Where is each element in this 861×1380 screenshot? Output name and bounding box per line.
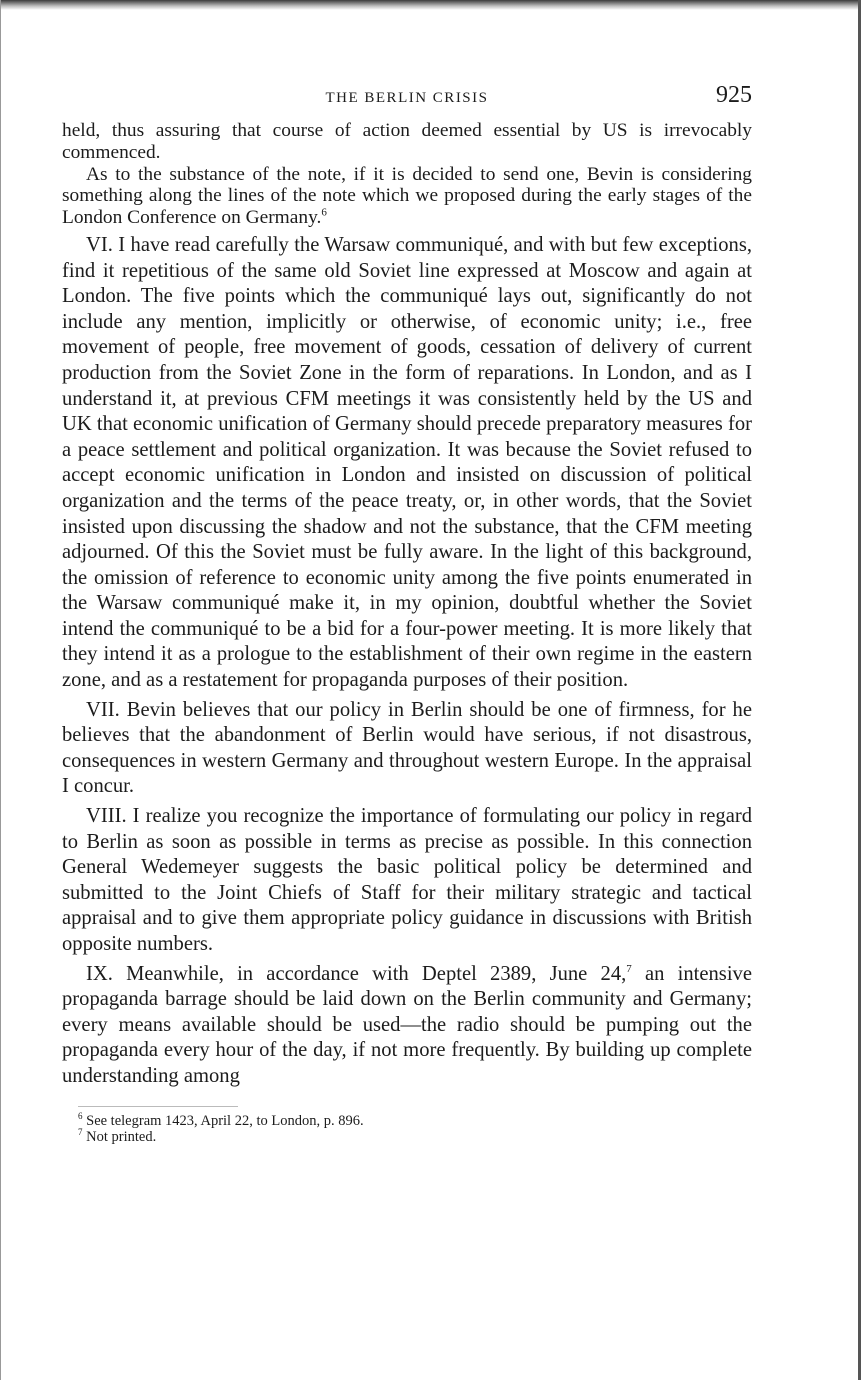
body-text — [62, 120, 752, 1090]
running-head — [62, 80, 752, 120]
paragraph-text: an intensive propaganda barrage should be laid down on the Berlin community and Germany; every means available should be used—the radio should be pumping out the propaganda every hour of the day, if not more frequently. By building up complete understanding among — [62, 962, 752, 1087]
footnote-marker: 6 — [78, 1110, 83, 1121]
footnote-divider — [78, 1106, 238, 1107]
paragraph-section-vii: VII. Bevin believes that our policy in Berlin should be one of firmness, for he believes that the abandonment of Berlin would have serious, if not disastrous, consequences in western Germany and throughout western Europe. In the appraisal I concur. — [62, 698, 752, 798]
footnote-marker: 7 — [78, 1126, 83, 1137]
paragraph-section-ix — [62, 962, 752, 1090]
page-number: 925 — [716, 82, 752, 108]
running-title: THE BERLIN CRISIS — [325, 90, 489, 106]
footnotes — [62, 1110, 752, 1145]
paragraph-section-vi: VI. I have read carefully the Warsaw communiqué, and with but few exceptions, find it repetitious of the same old Soviet line expressed at Moscow and again at London. The five points which the communiqué lays out, significantly do not include any mention, implicitly or otherwise, of economic unity; i.e., free movement of people, free movement of goods, cessation of delivery of current production from the Soviet Zone in the form of reparations. In London, and as I understand it, at previous CFM meetings it was consistently held by the US and UK that economic unification of Germany should precede preparatory measures for a peace settlement and political organization. It was because the Soviet refused to accept economic unification in London and insisted on discussion of political organization and the terms of the peace treaty, or, in other words, that the Soviet insisted upon discussing the shadow and not the substance, that the CFM meeting adjourned. Of this the Soviet must be fully aware. In the light of this background, the omission of reference to economic unity among the five points enumerated in the Warsaw communiqué make it, in my opinion, doubtful whether the Soviet intend the communiqué to be a bid for a four-power meeting. It is more likely that they intend it as a prologue to the establishment of their own regime in the eastern zone, and as a restatement for propaganda purposes of their position. — [62, 233, 752, 692]
paragraph-text: IX. Meanwhile, in accordance with Deptel 2389, June 24, — [86, 962, 627, 985]
paragraph-text: As to the substance of the note, if it is decided to send one, Bevin is considering something along the lines of the note which we proposed during the early stages of the London Conference on Germany. — [62, 163, 752, 229]
page-content — [62, 80, 752, 1145]
continuation-paragraph: held, thus assuring that course of action deemed essential by US is irrevocably commenced. — [62, 120, 752, 163]
paragraph-note-substance — [62, 164, 752, 229]
footnote-text: Not printed. — [86, 1128, 157, 1145]
scan-edge-top — [0, 0, 861, 10]
footnote-text: See telegram 1423, April 22, to London, p. 896. — [86, 1112, 364, 1129]
footnote-6 — [62, 1110, 752, 1129]
paragraph-section-viii: VIII. I realize you recognize the importance of formulating our policy in regard to Berlin as soon as possible in terms as precise as possible. In this connection General Wedemeyer suggests the basic political policy be determined and submitted to the Joint Chiefs of Staff for their military strategic and tactical appraisal and to give them appropriate policy guidance in discussions with British opposite numbers. — [62, 805, 752, 956]
footnote-7 — [62, 1126, 752, 1145]
footnote-ref-7: 7 — [626, 962, 632, 975]
scan-edge-left — [0, 0, 1, 1380]
footnote-ref-6: 6 — [321, 206, 327, 219]
